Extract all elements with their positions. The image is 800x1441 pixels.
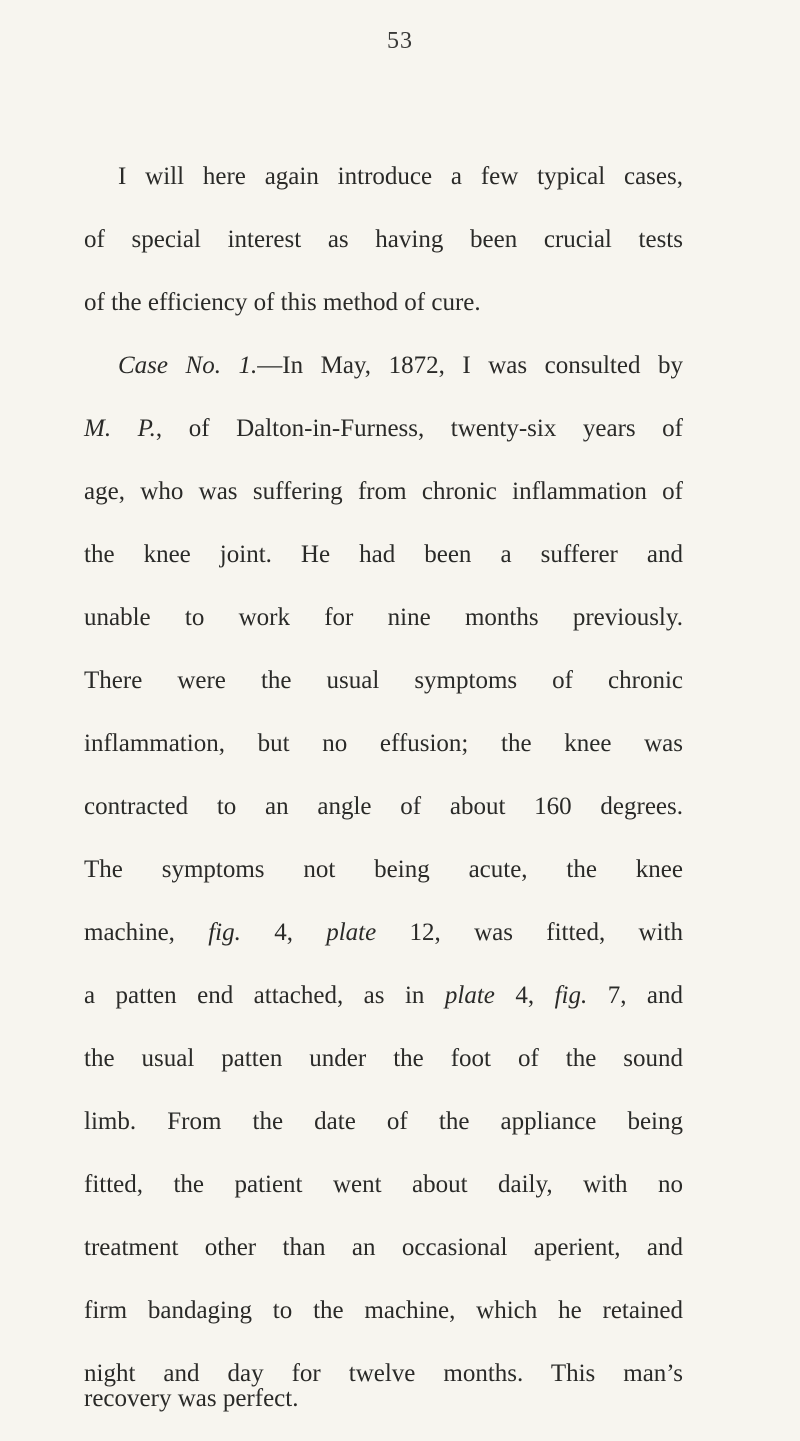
text-line: age, who was suffering from chronic inflammation of	[84, 478, 683, 505]
text-line: firm bandaging to the machine, which he retained	[84, 1297, 683, 1324]
text-line: I will here again introduce a few typical cases,	[118, 163, 683, 190]
text-line: There were the usual symptoms of chronic	[84, 667, 683, 694]
text-line: limb. From the date of the appliance being	[84, 1108, 683, 1135]
patient-initials: M. P.	[84, 415, 156, 442]
text-line: fitted, the patient went about daily, with no	[84, 1171, 683, 1198]
text-line: of the efficiency of this method of cure.	[84, 289, 481, 316]
text-segment: machine,	[84, 919, 175, 946]
text-segment: 12, was fitted, with	[409, 919, 683, 946]
text-line	[84, 918, 683, 948]
page-number: 53	[387, 28, 413, 54]
text-line: treatment other than an occasional aperient, and	[84, 1234, 683, 1261]
text-line	[84, 414, 683, 444]
plate-ref: plate	[326, 919, 377, 946]
text-segment: 4,	[274, 919, 293, 946]
text-line: the usual patten under the foot of the sound	[84, 1045, 683, 1072]
text-line: inflammation, but no effusion; the knee was	[84, 730, 683, 757]
fig-ref: fig.	[554, 982, 588, 1009]
plate-ref: plate	[444, 982, 495, 1009]
text-line: contracted to an angle of about 160 degrees.	[84, 793, 683, 820]
text-line: recovery was perfect.	[84, 1385, 299, 1412]
text-line	[118, 351, 683, 381]
text-segment: 7, and	[607, 982, 683, 1009]
text-line: of special interest as having been crucial tests	[84, 226, 683, 253]
text-segment: , of Dalton-in-Furness, twenty-six years of	[155, 415, 683, 442]
text-segment: a patten end attached, as in	[84, 982, 425, 1009]
case-label: Case No. 1.	[118, 352, 258, 379]
fig-ref: fig.	[208, 919, 241, 946]
text-line: night and day for twelve months. This man’s	[84, 1360, 683, 1387]
text-line: unable to work for nine months previously.	[84, 604, 683, 631]
text-segment: 4,	[515, 982, 535, 1009]
text-line: the knee joint. He had been a sufferer and	[84, 541, 683, 568]
text-segment: —In May, 1872, I was consulted by	[257, 352, 683, 379]
text-line: The symptoms not being acute, the knee	[84, 856, 683, 883]
text-line	[84, 981, 683, 1011]
